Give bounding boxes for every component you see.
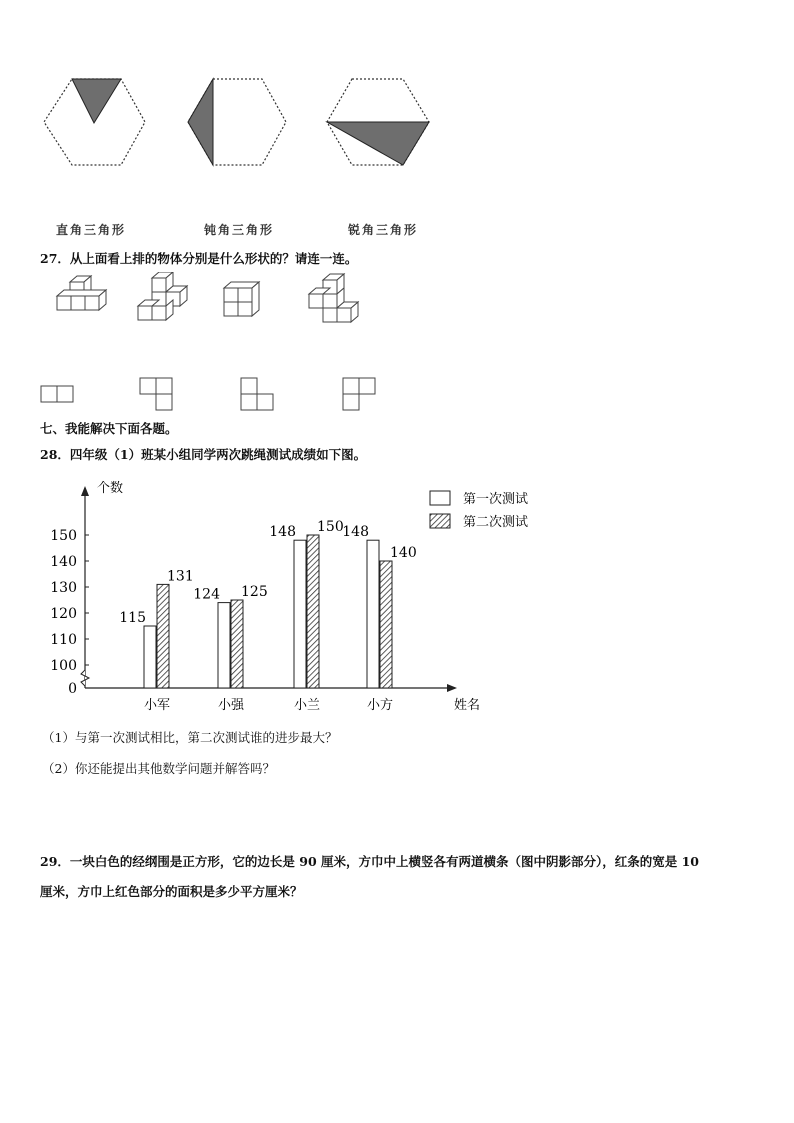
jump-rope-bar-chart [30, 474, 570, 724]
x-tick-label: 小强 [217, 698, 245, 713]
cube-stack-1 [57, 276, 106, 310]
data-label: 140 [390, 545, 417, 561]
x-axis-title: 姓名 [454, 698, 481, 713]
legend-label: 第二次测试 [463, 515, 529, 530]
bar-second-test [157, 584, 169, 688]
hexagon-figures [30, 70, 450, 180]
axis-break [81, 670, 89, 686]
data-label: 131 [167, 568, 194, 585]
cube-stack-2 [138, 272, 187, 320]
data-label: 115 [119, 610, 146, 626]
cube-stacks [40, 272, 380, 342]
bar-second-test [307, 535, 319, 688]
y-tick-label: 140 [50, 554, 77, 570]
y-tick-label: 150 [50, 528, 77, 544]
top-view-3 [241, 378, 273, 410]
question-28-part-1: （1）与第一次测试相比，第二次测试谁的进步最大？ [42, 730, 338, 745]
top-view-1 [41, 386, 73, 402]
bar-second-test [380, 561, 392, 688]
data-label: 124 [193, 586, 220, 603]
question-29-line-1: 29．一块白色的经纲围是正方形，它的边长是 90 厘米，方巾中上横竖各有两道横条（图中阴影部分），红条的宽是 10 [40, 854, 699, 869]
bar-first-test [144, 626, 156, 688]
bar-first-test [218, 603, 230, 688]
chart-bars [144, 535, 392, 688]
question-28: 28．四年级（1）班某小组同学两次跳绳测试成绩如下图。 [40, 447, 367, 462]
cube-stack-4 [309, 274, 358, 322]
x-tick-label: 小方 [366, 698, 394, 713]
y-tick-label: 0 [68, 681, 77, 697]
y-tick-label: 130 [50, 580, 77, 596]
legend-swatch [430, 514, 450, 528]
hexagon-obtuse-triangle [188, 79, 286, 165]
x-tick-label: 小兰 [293, 698, 321, 713]
question-29-line-2: 厘米，方巾上红色部分的面积是多少平方厘米？ [40, 884, 303, 899]
data-label: 148 [342, 524, 369, 541]
cube-stack-3 [224, 282, 259, 316]
top-view-2 [140, 378, 172, 410]
hexagon-right-triangle [44, 79, 145, 165]
caption-right-triangle: 直角三角形 [56, 223, 127, 237]
chart-legend [430, 491, 528, 530]
question-27: 27．从上面看上排的物体分别是什么形状的？请连一连。 [40, 251, 358, 266]
legend-swatch [430, 491, 450, 505]
data-label: 125 [241, 584, 268, 600]
section-7-heading: 七、我能解决下面各题。 [40, 421, 178, 436]
legend-label: 第一次测试 [463, 492, 529, 507]
y-axis-title: 个数 [97, 481, 124, 496]
x-axis-arrow [447, 684, 457, 692]
data-label: 150 [317, 519, 344, 535]
y-tick-label: 100 [50, 658, 77, 674]
caption-acute-triangle: 锐角三角形 [348, 223, 419, 237]
hexagon-acute-triangle [327, 79, 429, 165]
x-tick-label: 小军 [143, 698, 171, 713]
top-view-shapes [38, 376, 383, 416]
question-28-part-2: （2）你还能提出其他数学问题并解答吗？ [42, 761, 275, 776]
y-tick-label: 110 [50, 632, 77, 648]
y-tick-label: 120 [50, 606, 77, 622]
caption-obtuse-triangle: 钝角三角形 [204, 223, 275, 237]
bar-second-test [231, 600, 243, 688]
top-view-4 [343, 378, 375, 410]
data-label: 148 [269, 524, 296, 541]
y-axis-arrow [81, 486, 89, 496]
bar-first-test [294, 540, 306, 688]
bar-first-test [367, 540, 379, 688]
